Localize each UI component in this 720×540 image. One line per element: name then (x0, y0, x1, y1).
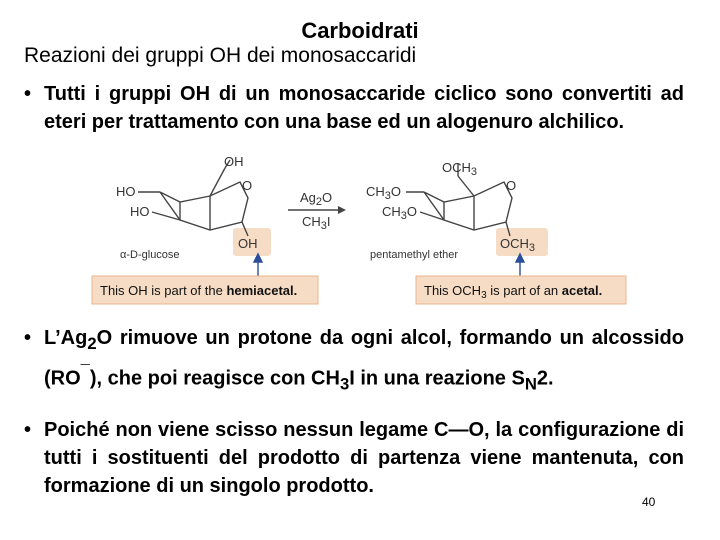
left-ring (138, 160, 248, 236)
bullet-dot: • (24, 83, 32, 105)
left-compound-name: α-D-glucose (120, 249, 180, 261)
bullet-2-text: $L’Ag_2O$ rimuove un protone da ogni alcol, formando un alcossido (RO¯), che poi reagisce con $CH_3I$ in una reazione $S_N2$. (44, 327, 684, 394)
reagent-2: $CH_3I$ (302, 214, 331, 232)
bullet-1-text: Tutti i gruppi OH di un monosaccaride ciclico sono convertiti ad eteri per trattamento con una base ed un alogenuro alchilico. (44, 83, 684, 133)
left-oh-anomeric: OH (238, 236, 258, 251)
bullet-1 (24, 80, 684, 136)
bullet-dot: • (24, 327, 32, 349)
bullet-3 (24, 416, 684, 500)
callout-left-text: This OH is part of the hemiacetal. (100, 283, 298, 298)
right-ch3o-lower: $CH_3O$ (382, 204, 418, 222)
reagent-1: $Ag_2O$ (300, 190, 333, 208)
left-oh-top: OH (224, 154, 244, 169)
page-subtitle: Reazioni dei gruppi OH dei monosaccaridi (24, 44, 417, 67)
page-number: 40 (642, 495, 656, 509)
page-title: Carboidrati (301, 18, 419, 43)
bullet-3-text: Poiché non viene scisso nessun legame C—O, la configurazione di tutti i sostituenti del prodotto di partenza viene mantenuta, con formazione di un singolo prodotto. (44, 419, 684, 497)
left-ho-upper: HO (116, 184, 136, 199)
callout-right-text: This $OCH_3$ is part of an acetal. (424, 283, 603, 301)
right-ring-o: O (506, 178, 517, 193)
glucose-methylation-diagram (80, 150, 640, 310)
bullet-dot: • (24, 419, 32, 441)
left-ho-lower: HO (130, 204, 150, 219)
left-ring-o: O (242, 178, 253, 193)
right-ch3o-upper: $CH_3O$ (366, 184, 402, 202)
right-och3-anomeric: $OCH_3$ (500, 236, 536, 254)
bullet-2 (24, 324, 684, 399)
right-och3-top: $OCH_3$ (442, 160, 478, 178)
right-compound-name: pentamethyl ether (370, 249, 459, 261)
